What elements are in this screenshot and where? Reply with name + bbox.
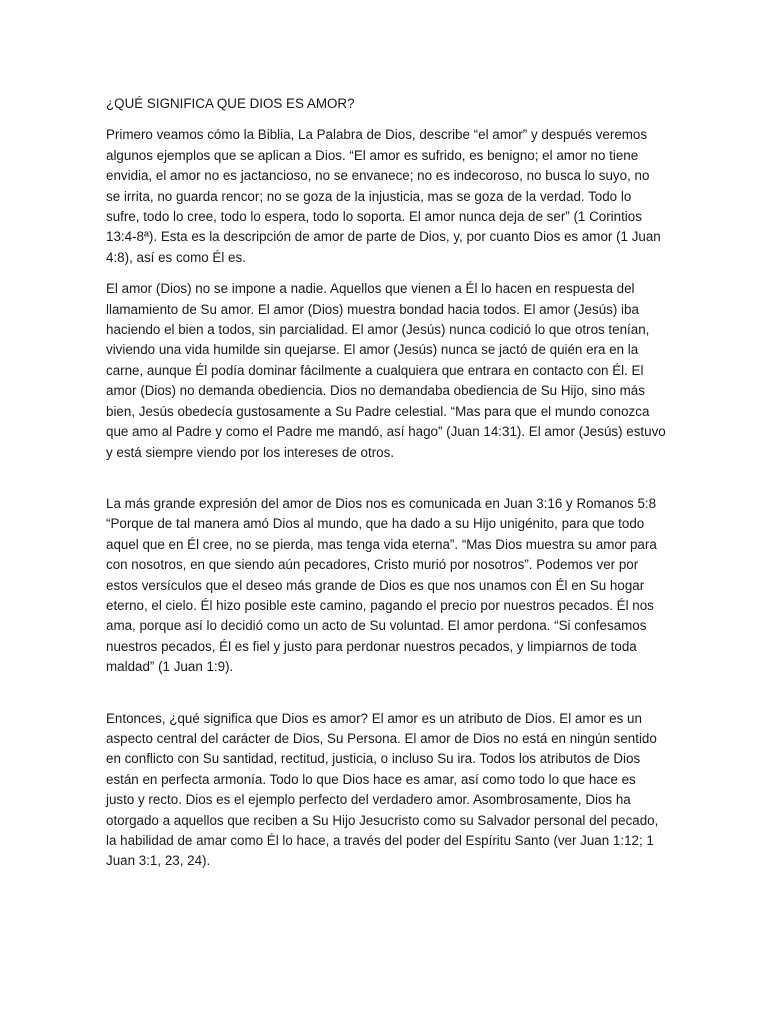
document-title: ¿QUÉ SIGNIFICA QUE DIOS ES AMOR?: [106, 96, 355, 111]
document-page: [106, 94, 666, 883]
paragraph-3: La más grande expresión del amor de Dios nos es comunicada en Juan 3:16 y Romanos 5:8 “Porque de tal manera amó Dios al mundo, que ha dado a su Hijo unigénito, para que todo aquel que en Él cree, no se pierda, mas tenga vida eterna”. “Mas Dios muestra su amor para con nosotros, en que siendo aún pecadores, Cristo murió por nosotros”. Podemos ver por estos versículos que el deseo más grande de Dios es que nos unamos con Él en Su hogar eterno, el cielo. Él hizo posible este camino, pagando el precio por nuestros pecados. Él nos ama, porque así lo decidió como un acto de Su voluntad. El amor perdona. “Si confesamos nuestros pecados, Él es fiel y justo para perdonar nuestros pecados, y limpiarnos de toda maldad” (1 Juan 1:9).: [106, 495, 657, 675]
paragraph-2: El amor (Dios) no se impone a nadie. Aquellos que vienen a Él lo hacen en respuesta del llamamiento de Su amor. El amor (Dios) muestra bondad hacia todos. El amor (Jesús) iba haciendo el bien a todos, sin parcialidad. El amor (Jesús) nunca codició lo que otros tenían, viviendo una vida humilde sin quejarse. El amor (Jesús) nunca se jactó de quién era en la carne, aunque Él podía dominar fácilmente a cualquiera que entrara en contacto con Él. El amor (Dios) no demanda obediencia. Dios no demandaba obediencia de Su Hijo, sino más bien, Jesús obedecía gustosamente a Su Padre celestial. “Mas para que el mundo conozca que amo al Padre y como el Padre me mandó, así hago” (Juan 14:31). El amor (Jesús) estuvo y está siempre viendo por los intereses de otros.: [106, 281, 666, 460]
paragraph-1: Primero veamos cómo la Biblia, La Palabra de Dios, describe “el amor” y después veremos algunos ejemplos que se aplican a Dios. “El amor es sufrido, es benigno; el amor no tiene envidia, el amor no es jactancioso, no se envanece; no es indecoroso, no busca lo suyo, no se irrita, no guarda rencor; no se goza de la injusticia, mas se goza de la verdad. Todo lo sufre, todo lo cree, todo lo espera, todo lo soporta. El amor nunca deja de ser” (1 Corintios 13:4-8ª). Esta es la descripción de amor de parte de Dios, y, por cuanto Dios es amor (1 Juan 4:8), así es como Él es.: [106, 127, 661, 265]
paragraph-4: Entonces, ¿qué significa que Dios es amor? El amor es un atributo de Dios. El amor es un aspecto central del carácter de Dios, Su Persona. El amor de Dios no está en ningún sentido en conflicto con Su santidad, rectitud, justicia, o incluso Su ira. Todos los atributos de Dios están en perfecta armonía. Todo lo que Dios hace es amar, así como todo lo que hace es justo y recto. Dios es el ejemplo perfecto del verdadero amor. Asombrosamente, Dios ha otorgado a aquellos que reciben a Su Hijo Jesucristo como su Salvador personal del pecado, la habilidad de amar como Él lo hace, a través del poder del Espíritu Santo (ver Juan 1:12; 1 Juan 3:1, 23, 24).: [106, 710, 659, 869]
